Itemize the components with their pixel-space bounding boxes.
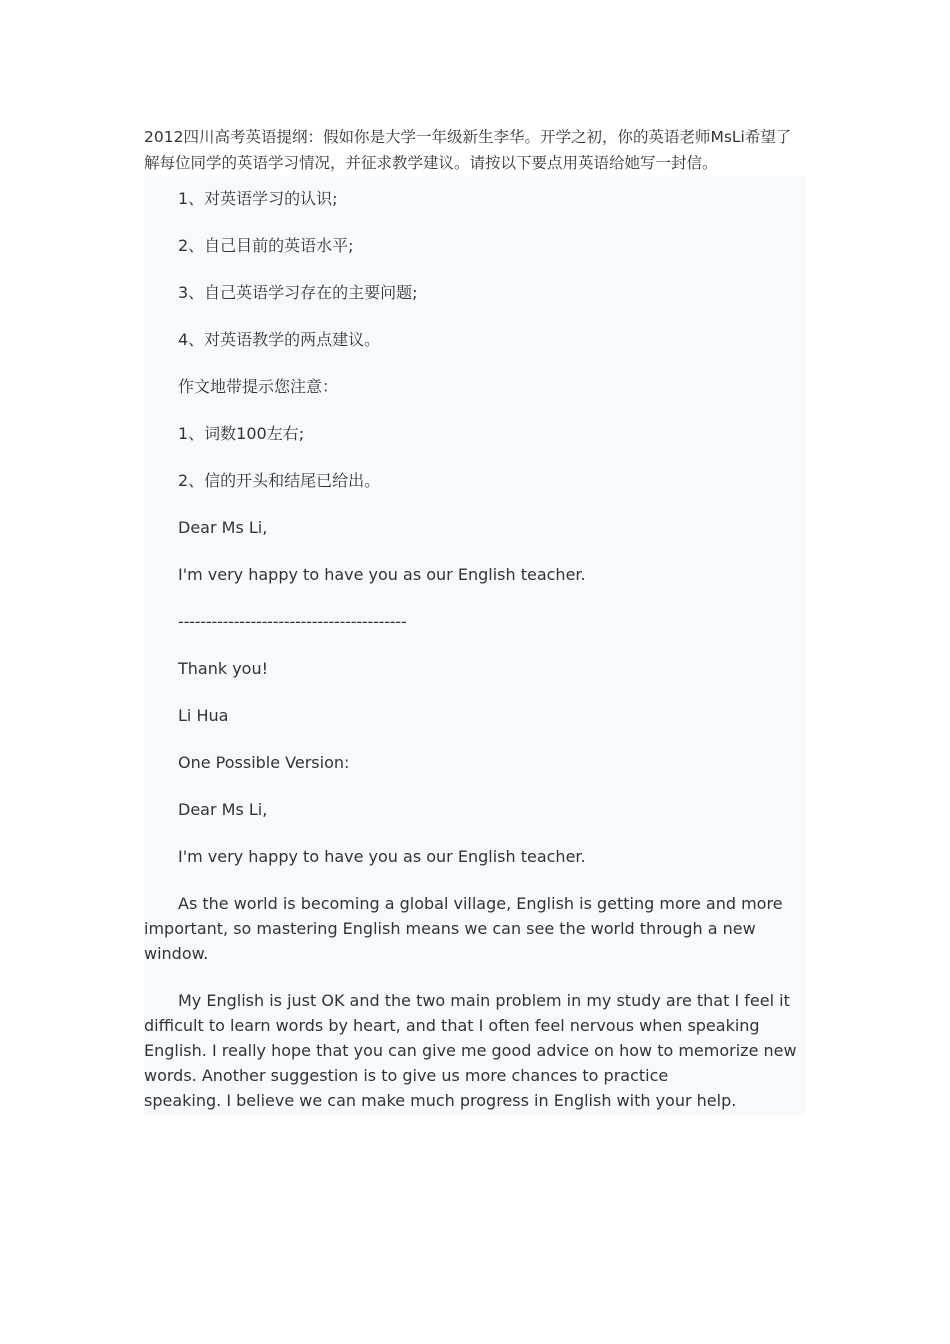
sample-paragraph-2: My English is just OK and the two main problem in my study are that I feel it difficult to learn words by heart, and that I often feel nervous when speaking English. I really hope that you can give me good advice on how to memorize new words. Another suggestion is to give us more chances to practice speaking. I believe we can make much progress in English with your help. — [144, 991, 797, 1110]
notice-1: 1、词数100左右; — [178, 424, 305, 443]
letter-signature: Li Hua — [178, 706, 229, 725]
requirement-4: 4、对英语教学的两点建议。 — [178, 330, 381, 349]
sample-greeting: Dear Ms Li, — [178, 800, 268, 819]
document-page — [144, 124, 806, 1115]
letter-opening: I'm very happy to have you as our English teacher. — [178, 565, 586, 584]
requirement-3: 3、自己英语学习存在的主要问题; — [178, 283, 418, 302]
document-body — [144, 176, 806, 1115]
letter-closing: Thank you! — [178, 659, 269, 678]
sample-opening: I'm very happy to have you as our English teacher. — [178, 847, 586, 866]
requirement-1: 1、对英语学习的认识; — [178, 189, 338, 208]
notice-2: 2、信的开头和结尾已给出。 — [178, 471, 381, 490]
letter-greeting: Dear Ms Li, — [178, 518, 268, 537]
sample-paragraph-1: As the world is becoming a global village, English is getting more and more important, so mastering English means we can see the world through a new window. — [144, 894, 783, 963]
letter-blank-separator: ----------------------------------------- — [178, 612, 407, 631]
notice-heading: 作文地带提示您注意： — [178, 377, 339, 396]
sample-heading: One Possible Version: — [178, 753, 350, 772]
task-intro: 2012四川高考英语提纲：假如你是大学一年级新生李华。开学之初，你的英语老师MsLi希望了解每位同学的英语学习情况，并征求教学建议。请按以下要点用英语给她写一封信。 — [144, 124, 806, 176]
requirement-2: 2、自己目前的英语水平; — [178, 236, 354, 255]
